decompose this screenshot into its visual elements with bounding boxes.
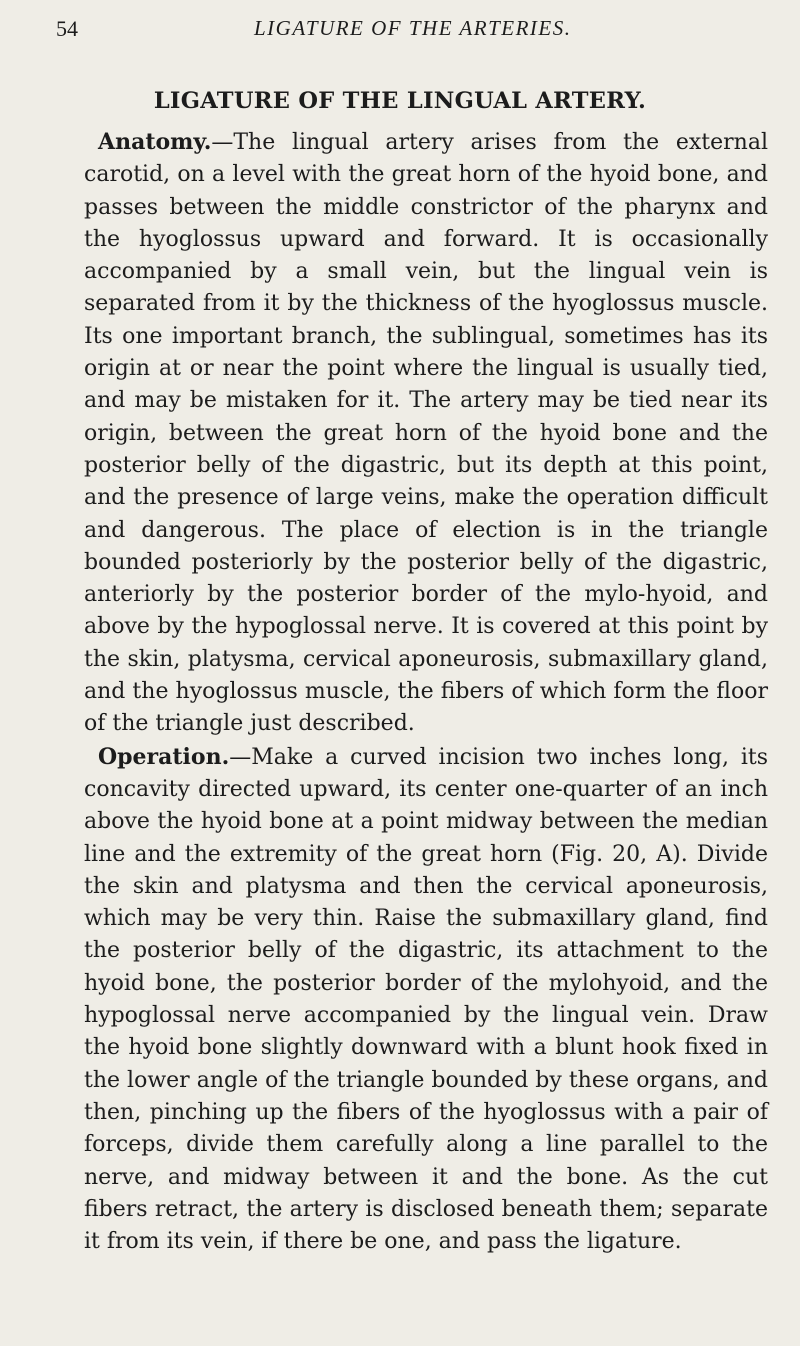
body-text <box>84 126 768 1258</box>
anatomy-heading: Anatomy. <box>98 129 212 155</box>
chapter-title: LIGATURE OF THE LINGUAL ARTERY. <box>153 88 647 114</box>
running-title: LIGATURE OF THE ARTERIES. <box>254 16 572 40</box>
operation-heading: Operation. <box>98 743 230 770</box>
anatomy-text: —The lingual artery arises from the external carotid, on a level with the great horn of the hyoid bone, and passes between the middle constrictor of the pharynx and the hyoglossus upward and forward. It is occasionally accompanied by a small vein, but the lingual vein is separated from it by the thickness of the hyoglossus muscle. Its one important branch, the sublingual, sometimes has its origin at or near the point where the lingual is usually tied, and may be mistaken for it. The artery may be tied near its origin, between the great horn of the hyoid bone and the posterior belly of the digastric, but its depth at this point, and the presence of large veins, make the operation difficult and dangerous. The place of election is in the triangle bounded posteriorly by the posterior belly of the digastric, anteriorly by the posterior border of the mylo-hyoid, and above by the hypoglossal nerve. It is covered at this point by the skin, platysma, cervical aponeurosis, submaxillary gland, and the hyoglossus muscle, the fibers of which form the floor of the triangle just described. <box>84 130 768 737</box>
paragraph-operation <box>84 741 768 1259</box>
paragraph-anatomy <box>84 126 768 741</box>
page-number: 54 <box>56 16 78 41</box>
running-head <box>56 16 766 46</box>
operation-text: —Make a curved incision two inches long, its concavity directed upward, its center one-quarter of an inch above the hyoid bone at a point midway between the median line and the extremity of the great horn (Fig. 20, A). Divide the skin and platysma and then the cervical aponeurosis, which may be very thin. Raise the submaxillary gland, find the posterior belly of the digastric, its attachment to the hyoid bone, the posterior border of the mylohyoid, and the hypoglossal nerve accompanied by the lingual vein. Draw the hyoid bone slightly downward with a blunt hook fixed in the lower angle of the triangle bounded by these organs, and then, pinching up the fibers of the hyoglossus with a pair of forceps, divide them carefully along a line parallel to the nerve, and midway between it and the bone. As the cut fibers retract, the artery is disclosed beneath them; separate it from its vein, if there be one, and pass the ligature. <box>84 744 768 1255</box>
